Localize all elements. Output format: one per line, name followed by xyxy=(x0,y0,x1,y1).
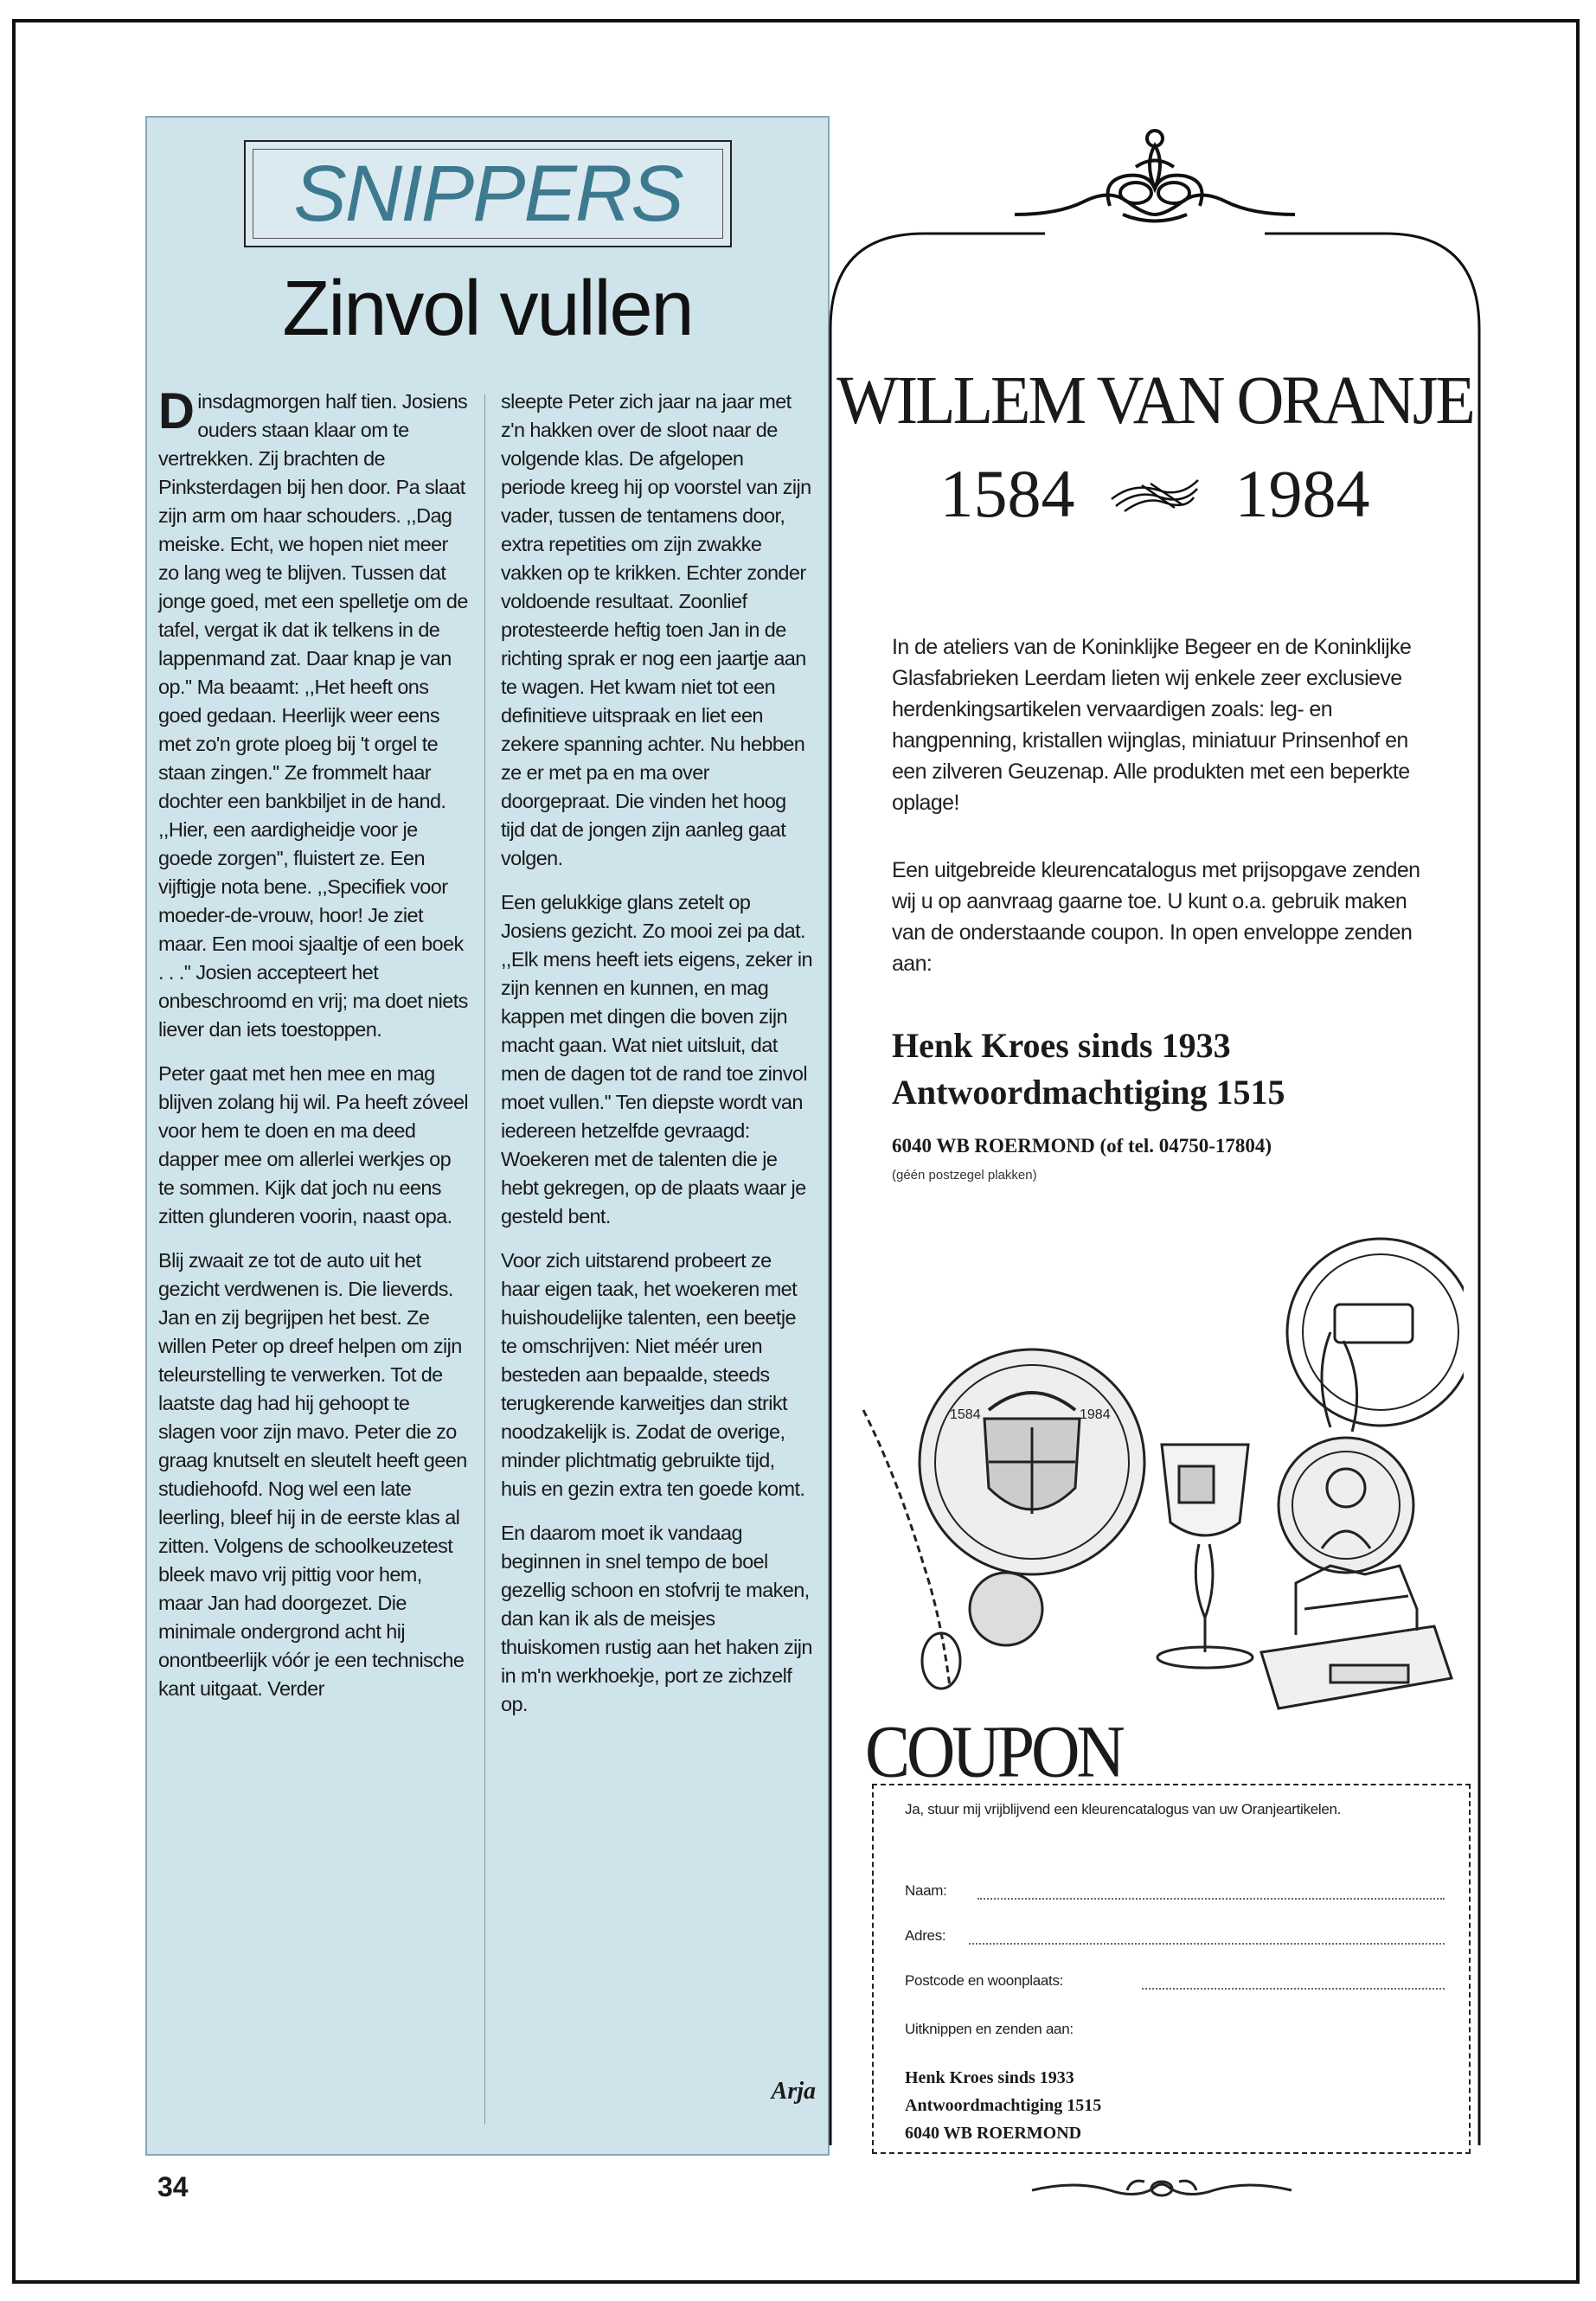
paragraph-text: insdagmorgen half tien. Josiens ouders staan klaar om te vertrekken. Zij brachten de Pinksterdagen bij hen door. Pa slaat zijn arm om haar schouders. ,,Dag meiske. Echt, we hopen niet meer zo lang weg te blijven. Tussen dat jonge goed, met een spelletje om de tafel, vergat ik dat ik telkens in de lappenmand zat. Daar knap je van op.'' Ma beaamt: ,,Het heeft ons goed gedaan. Heerlijk weer eens met zo'n grote ploeg bij 't orgel te staan zingen.'' Ze frommelt haar dochter een bankbiljet in de hand. ,,Hier, een aardigheidje voor je goede zorgen'', fluistert ze. Een vijftigje nota bene. ,,Specifiek voor moeder-de-vrouw, hoor! Je ziet maar. Een mooi sjaaltje of een boek . . .'' Josien accepteert het onbeschroomd en vrij; ma doet niets liever dan iets toestoppen. xyxy=(158,390,468,1041)
column-divider xyxy=(484,394,485,2125)
coupon-address-label: Adres: xyxy=(905,1927,946,1944)
flourish-icon xyxy=(1107,455,1202,533)
coupon-address-line: 6040 WB ROERMOND xyxy=(905,2124,1082,2143)
top-ornament-icon xyxy=(1006,119,1304,232)
article-column-left xyxy=(158,383,470,1719)
medal-year-left: 1584 xyxy=(950,1407,981,1422)
ad-paragraph: In de ateliers van de Koninklijke Begeer en de Koninklijke Glasfabrieken Leerdam lieten wij enkele zeer exclusieve herdenkingsartikelen vervaardigen zoals: leg- en hangpenning, kristallen wijnglas, miniatuur Prinsenhof en een zilveren Geuzenap. Alle produkten met een beperkte oplage! xyxy=(892,635,1412,815)
coupon-cut-instruction: Uitknippen en zenden aan: xyxy=(905,2021,1074,2037)
coupon-name-field[interactable] xyxy=(977,1898,1445,1900)
ad-paragraph: Een uitgebreide kleurencatalogus met prijsopgave zenden wij u op aanvraag gaarne toe. U kunt o.a. gebruik maken van de onderstaande coupon. In open enveloppe zenden aan: xyxy=(892,858,1420,976)
article-paragraph: Een gelukkige glans zetelt op Josiens gezicht. Zo mooi zei pa dat. ,,Elk mens heeft iets eigens, zeker in zijn kennen en kunnen, en mag kappen met dingen die boven zijn macht gaan. Wat niet uitsluit, dat men de dagen tot de rand toe zinvol moet vullen.'' Ten diepste wordt van iedereen hetzelfde gevraagd: Woekeren met de talenten die je hebt gekregen, op de plaats waar je gesteld bent. xyxy=(501,891,812,1227)
address-line: Antwoordmachtiging 1515 xyxy=(892,1073,1285,1112)
advertisement xyxy=(829,87,1481,2145)
product-illustration xyxy=(846,1202,1464,1730)
ad-years xyxy=(829,448,1481,533)
postage-note: (géén postzegel plakken) xyxy=(892,1168,1037,1183)
coupon-postcode-field[interactable] xyxy=(1142,1988,1445,1990)
year-end: 1984 xyxy=(1234,456,1370,532)
year-start: 1584 xyxy=(939,456,1075,532)
page-number: 34 xyxy=(157,2171,189,2202)
article-column-right xyxy=(501,388,812,1734)
coupon-title: COUPON xyxy=(865,1709,1122,1793)
section-header-inner-border xyxy=(253,149,723,239)
article-headline: Zinvol vullen xyxy=(282,266,693,352)
bottom-ornament-icon xyxy=(1023,2171,1300,2206)
article-paragraph: Voor zich uitstarend probeert ze haar eigen taak, het woekeren met huishoudelijke talenten, een beetje te omschrijven: Niet méér uren besteden aan bepaalde, steeds terugkerende karweitjes dan strikt noodzakelijk is. Zodat de overige, minder plichtmatig gebruikte tijd, huis en gezin extra ten goede komt. xyxy=(501,1249,805,1500)
ad-title: WILLEM VAN ORANJE xyxy=(836,362,1473,439)
drop-cap: D xyxy=(158,383,195,439)
coupon-address xyxy=(905,2064,1101,2147)
snippers-article xyxy=(145,116,830,2156)
coupon-box xyxy=(872,1784,1471,2154)
article-author: Arja xyxy=(771,2078,816,2105)
address-line: Henk Kroes sinds 1933 xyxy=(892,1026,1231,1065)
coupon-name-label: Naam: xyxy=(905,1882,947,1899)
coupon-address-line: Antwoordmachtiging 1515 xyxy=(905,2096,1102,2115)
article-paragraph xyxy=(158,383,470,1044)
section-header-box xyxy=(244,140,732,247)
postal-line: 6040 WB ROERMOND (of tel. 04750-17804) xyxy=(892,1135,1272,1157)
article-paragraph: Blij zwaait ze tot de auto uit het gezicht verdwenen is. Die lieverds. Jan en zij begrijpen het best. Ze willen Peter op dreef helpen om zijn teleurstelling te verwerken. Tot de laatste dag had hij gehoopt te slagen voor zijn mavo. Peter die zo graag knutselt en sleutelt heeft geen studiehoofd. Nog wel een late leerling, bleef hij in de eerste klas al zitten. Volgens de schoolkeuzetest bleek mavo vrij pittig voor hem, maar Jan had doorgezet. Die minimale ondergrond acht hij onontbeerlijk vóór je een technische kant uitgaat. Verder xyxy=(158,1249,467,1700)
article-paragraph: En daarom moet ik vandaag beginnen in snel tempo de boel gezellig schoon en stofvrij te maken, dan kan ik als de meisjes thuiskomen rustig aan het haken zijn in m'n werkhoekje, port ze zichzelf op. xyxy=(501,1522,812,1715)
coupon-address-line: Henk Kroes sinds 1933 xyxy=(905,2068,1074,2087)
article-paragraph: Peter gaat met hen mee en mag blijven zolang hij wil. Pa heeft zóveel voor hem te doen en ma deed dapper mee om allerlei werkjes op te sommen. Kijk dat joch nu eens zitten glunderen voorin, naast opa. xyxy=(158,1062,469,1227)
medal-year-right: 1984 xyxy=(1080,1407,1111,1422)
coupon-address-field[interactable] xyxy=(969,1943,1445,1945)
section-title: SNIPPERS xyxy=(293,149,683,238)
article-paragraph: sleepte Peter zich jaar na jaar met z'n hakken over de sloot naar de volgende klas. De afgelopen periode kreeg hij op voorstel van zijn vader, tussen de tentamens door, extra repetities om zijn zwakke vakken op te krikken. Echter zonder voldoende resultaat. Zoonlief protesteerde heftig toen Jan in de richting sprak er nog een jaartje aan te wagen. Het kwam niet tot een definitieve uitspraak en liet een zekere spanning achter. Nu hebben ze er met pa en ma over doorgepraat. Die vinden het hoog tijd dat de jongen zijn aanleg gaat volgen. xyxy=(501,390,811,869)
coupon-intro: Ja, stuur mij vrijblijvend een kleurencatalogus van uw Oranjeartikelen. xyxy=(905,1801,1342,1817)
coupon-postcode-label: Postcode en woonplaats: xyxy=(905,1972,1064,1989)
ad-address xyxy=(892,1022,1285,1116)
